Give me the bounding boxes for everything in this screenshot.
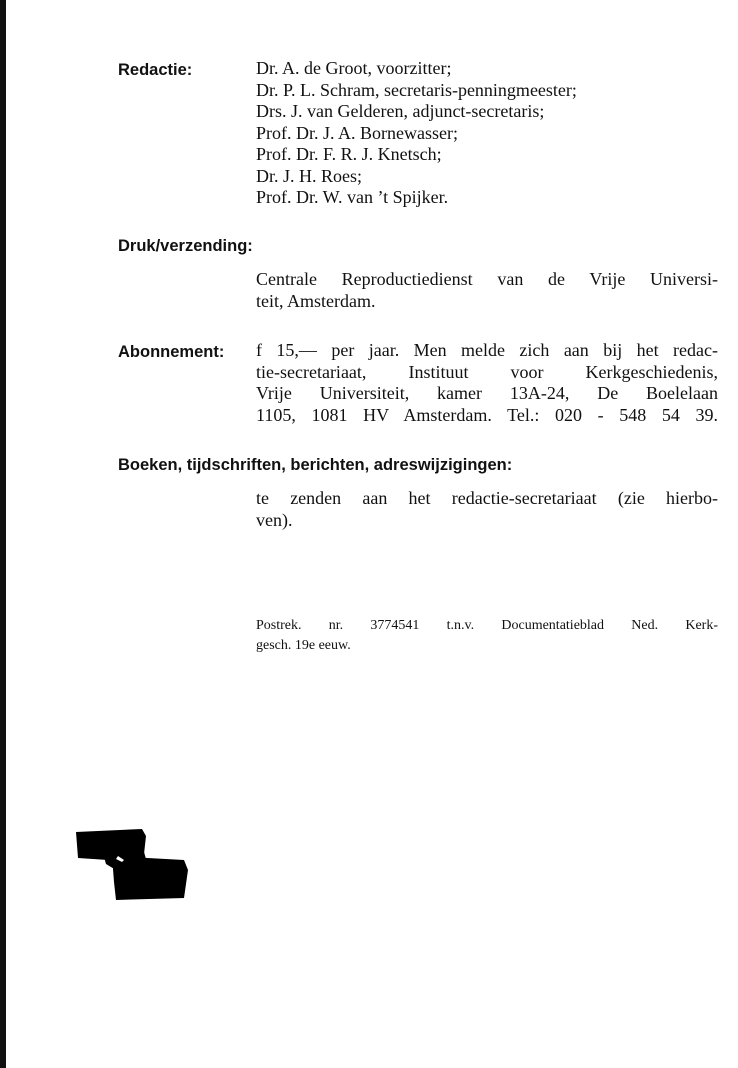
postrek-line: gesch. 19e eeuw.: [256, 638, 351, 653]
boeken-label: Boeken, tijdschriften, berichten, adreswijzigingen:: [118, 456, 513, 474]
druk-text: [256, 269, 718, 312]
ink-blot-mark: [72, 826, 192, 902]
abonnement-text: [256, 340, 718, 426]
druk-label: Druk/verzending:: [118, 237, 253, 255]
boeken-line: ven).: [256, 509, 293, 530]
postrek-line: Postrek. nr. 3774541 t.n.v. Documentatieblad Ned. Kerk-: [256, 618, 718, 633]
druk-line: Centrale Reproductiedienst van de Vrije Universi-: [256, 269, 718, 289]
redactie-line: Prof. Dr. F. R. J. Knetsch;: [256, 144, 442, 164]
redactie-line: Drs. J. van Gelderen, adjunct-secretaris;: [256, 101, 545, 121]
boeken-line: te zenden aan het redactie-secretariaat (zie hierbo-: [256, 488, 718, 508]
redactie-line: Prof. Dr. W. van ’t Spijker.: [256, 187, 449, 207]
scan-edge-rule: [0, 0, 6, 1068]
postrek-note: [256, 616, 718, 656]
abonnement-line: tie-secretariaat, Instituut voor Kerkgeschiedenis,: [256, 361, 718, 382]
redactie-line: Dr. A. de Groot, voorzitter;: [256, 58, 452, 78]
redactie-line: Dr. P. L. Schram, secretaris-penningmeester;: [256, 79, 577, 100]
abonnement-line: Vrije Universiteit, kamer 13A-24, De Boelelaan: [256, 383, 718, 403]
redactie-label: Redactie:: [118, 61, 193, 79]
redactie-line: Dr. J. H. Roes;: [256, 165, 363, 186]
abonnement-line: f 15,— per jaar. Men melde zich aan bij het redac-: [256, 340, 718, 360]
redactie-line: Prof. Dr. J. A. Bornewasser;: [256, 122, 458, 143]
abonnement-line: 1105, 1081 HV Amsterdam. Tel.: 020 - 548 54 39.: [256, 404, 718, 425]
boeken-text: [256, 488, 718, 531]
druk-line: teit, Amsterdam.: [256, 290, 376, 311]
redactie-list: [256, 58, 577, 209]
abonnement-label: Abonnement:: [118, 343, 225, 361]
